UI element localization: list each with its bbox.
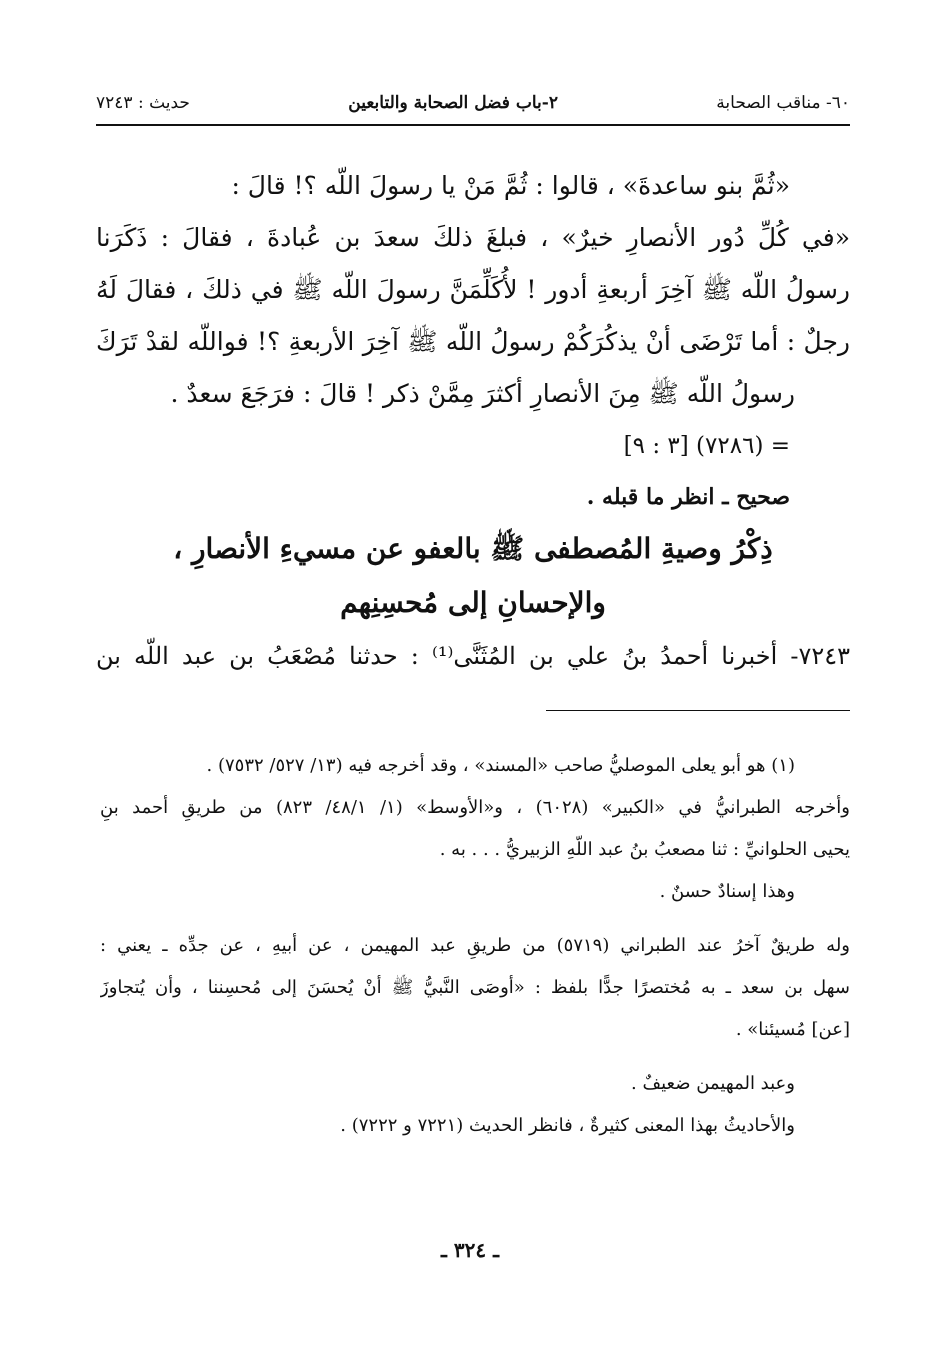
chapter-heading-line-1: ذِكْرُ وصيةِ المُصطفى ﷺ بالعفو عن مسيءِ الأنصارِ ، — [173, 532, 773, 565]
footnote-line: وهذا إسنادٌ حسنٌ . — [659, 881, 795, 902]
hadith-chain-start: ٧٢٤٣- أخبرنا أحمدُ بنُ علي بن المُثَنَّى⁽¹⁾ : حدثنا مُصْعَبُ بن عبد اللّه بن — [96, 642, 850, 670]
footnote-line: وعبد المهيمن ضعيفٌ . — [631, 1073, 795, 1094]
text-line: رسولُ اللّه ﷺ آخِرَ أربعةِ أدور ! لأُكَلِّمَنَّ رسولَ اللّه ﷺ في ذلكَ ، فقالَ لَهُ — [96, 275, 850, 304]
footnote-line: سهل بن سعد ـ به مُختصرًا جدًّا بلفظ : «أوصَى النَّبيُّ ﷺ أنْ يُحسَنَ إلى مُحسِننا ، وأن يُتجاوزَ — [100, 977, 850, 998]
main-text — [96, 160, 850, 682]
cross-reference: = (٧٢٨٦) [٣ : ٩] — [623, 433, 790, 459]
footnote-line: (١) هو أبو يعلى الموصليُّ صاحب «المسند» ، وقد أخرجه فيه (١٣/ ٥٢٧/ ٧٥٣٢) . — [206, 755, 795, 776]
text-line: «ثُمَّ بنو ساعدةَ» ، قالوا : ثُمَّ مَنْ يا رسولَ اللّه ؟! قالَ : — [231, 171, 790, 200]
footnotes — [100, 745, 850, 1147]
footnote-divider — [546, 710, 850, 711]
text-line: «في كُلِّ دُور الأنصارِ خيرٌ» ، فبلغَ ذلكَ سعدَ بن عُبادةَ ، فقالَ : ذَكَرَنا — [96, 223, 850, 252]
running-header — [96, 86, 850, 120]
footnote-line: وأخرجه الطبرانيُّ في «الكبير» (٦٠٢٨) ، و«الأوسط» (١/ ٤٨/١/ ٨٢٣) من طريقِ أحمد بنِ — [100, 797, 850, 818]
chapter-heading-line-2: والإحسانِ إلى مُحسِنِهم — [340, 586, 606, 619]
page-number: ـ ٣٢٤ ـ — [441, 1238, 499, 1262]
footnote-line: [عن] مُسيئنا» . — [735, 1019, 850, 1040]
header-hadith-number: حديث : ٧٢٤٣ — [96, 93, 190, 113]
header-chapter-title: ٢-باب فضل الصحابة والتابعين — [348, 93, 558, 113]
footnote-line: وله طريقٌ آخرُ عند الطبراني (٥٧١٩) من طريقِ عبد المهيمن ، عن أبيهِ ، عن جدِّه ـ يعني : — [100, 935, 850, 956]
footnote-line: والأحاديثُ بهذا المعنى كثيرةٌ ، فانظر الحديث (٧٢٢١ و ٧٢٢٢) . — [340, 1115, 795, 1136]
text-line: رسولُ اللّه ﷺ مِنَ الأنصارِ أكثرَ مِمَّنْ ذكر ! قالَ : فرَجَعَ سعدٌ . — [170, 379, 795, 408]
header-section-title: ٦٠- مناقب الصحابة — [716, 93, 850, 113]
grading-verdict: صحيح ـ انظر ما قبله . — [586, 484, 790, 510]
text-line: رجلٌ : أما تَرْضَى أنْ يذكُرَكُمْ رسولُ اللّه ﷺ آخِرَ الأربعةِ ؟! فواللّه لقدْ تَرَكَ — [96, 327, 850, 356]
header-divider — [96, 124, 850, 126]
footnote-line: يحيى الحلوانيِّ : ثنا مصعبُ بنُ عبد اللّهِ الزبيريُّ . . . به . — [439, 839, 850, 860]
